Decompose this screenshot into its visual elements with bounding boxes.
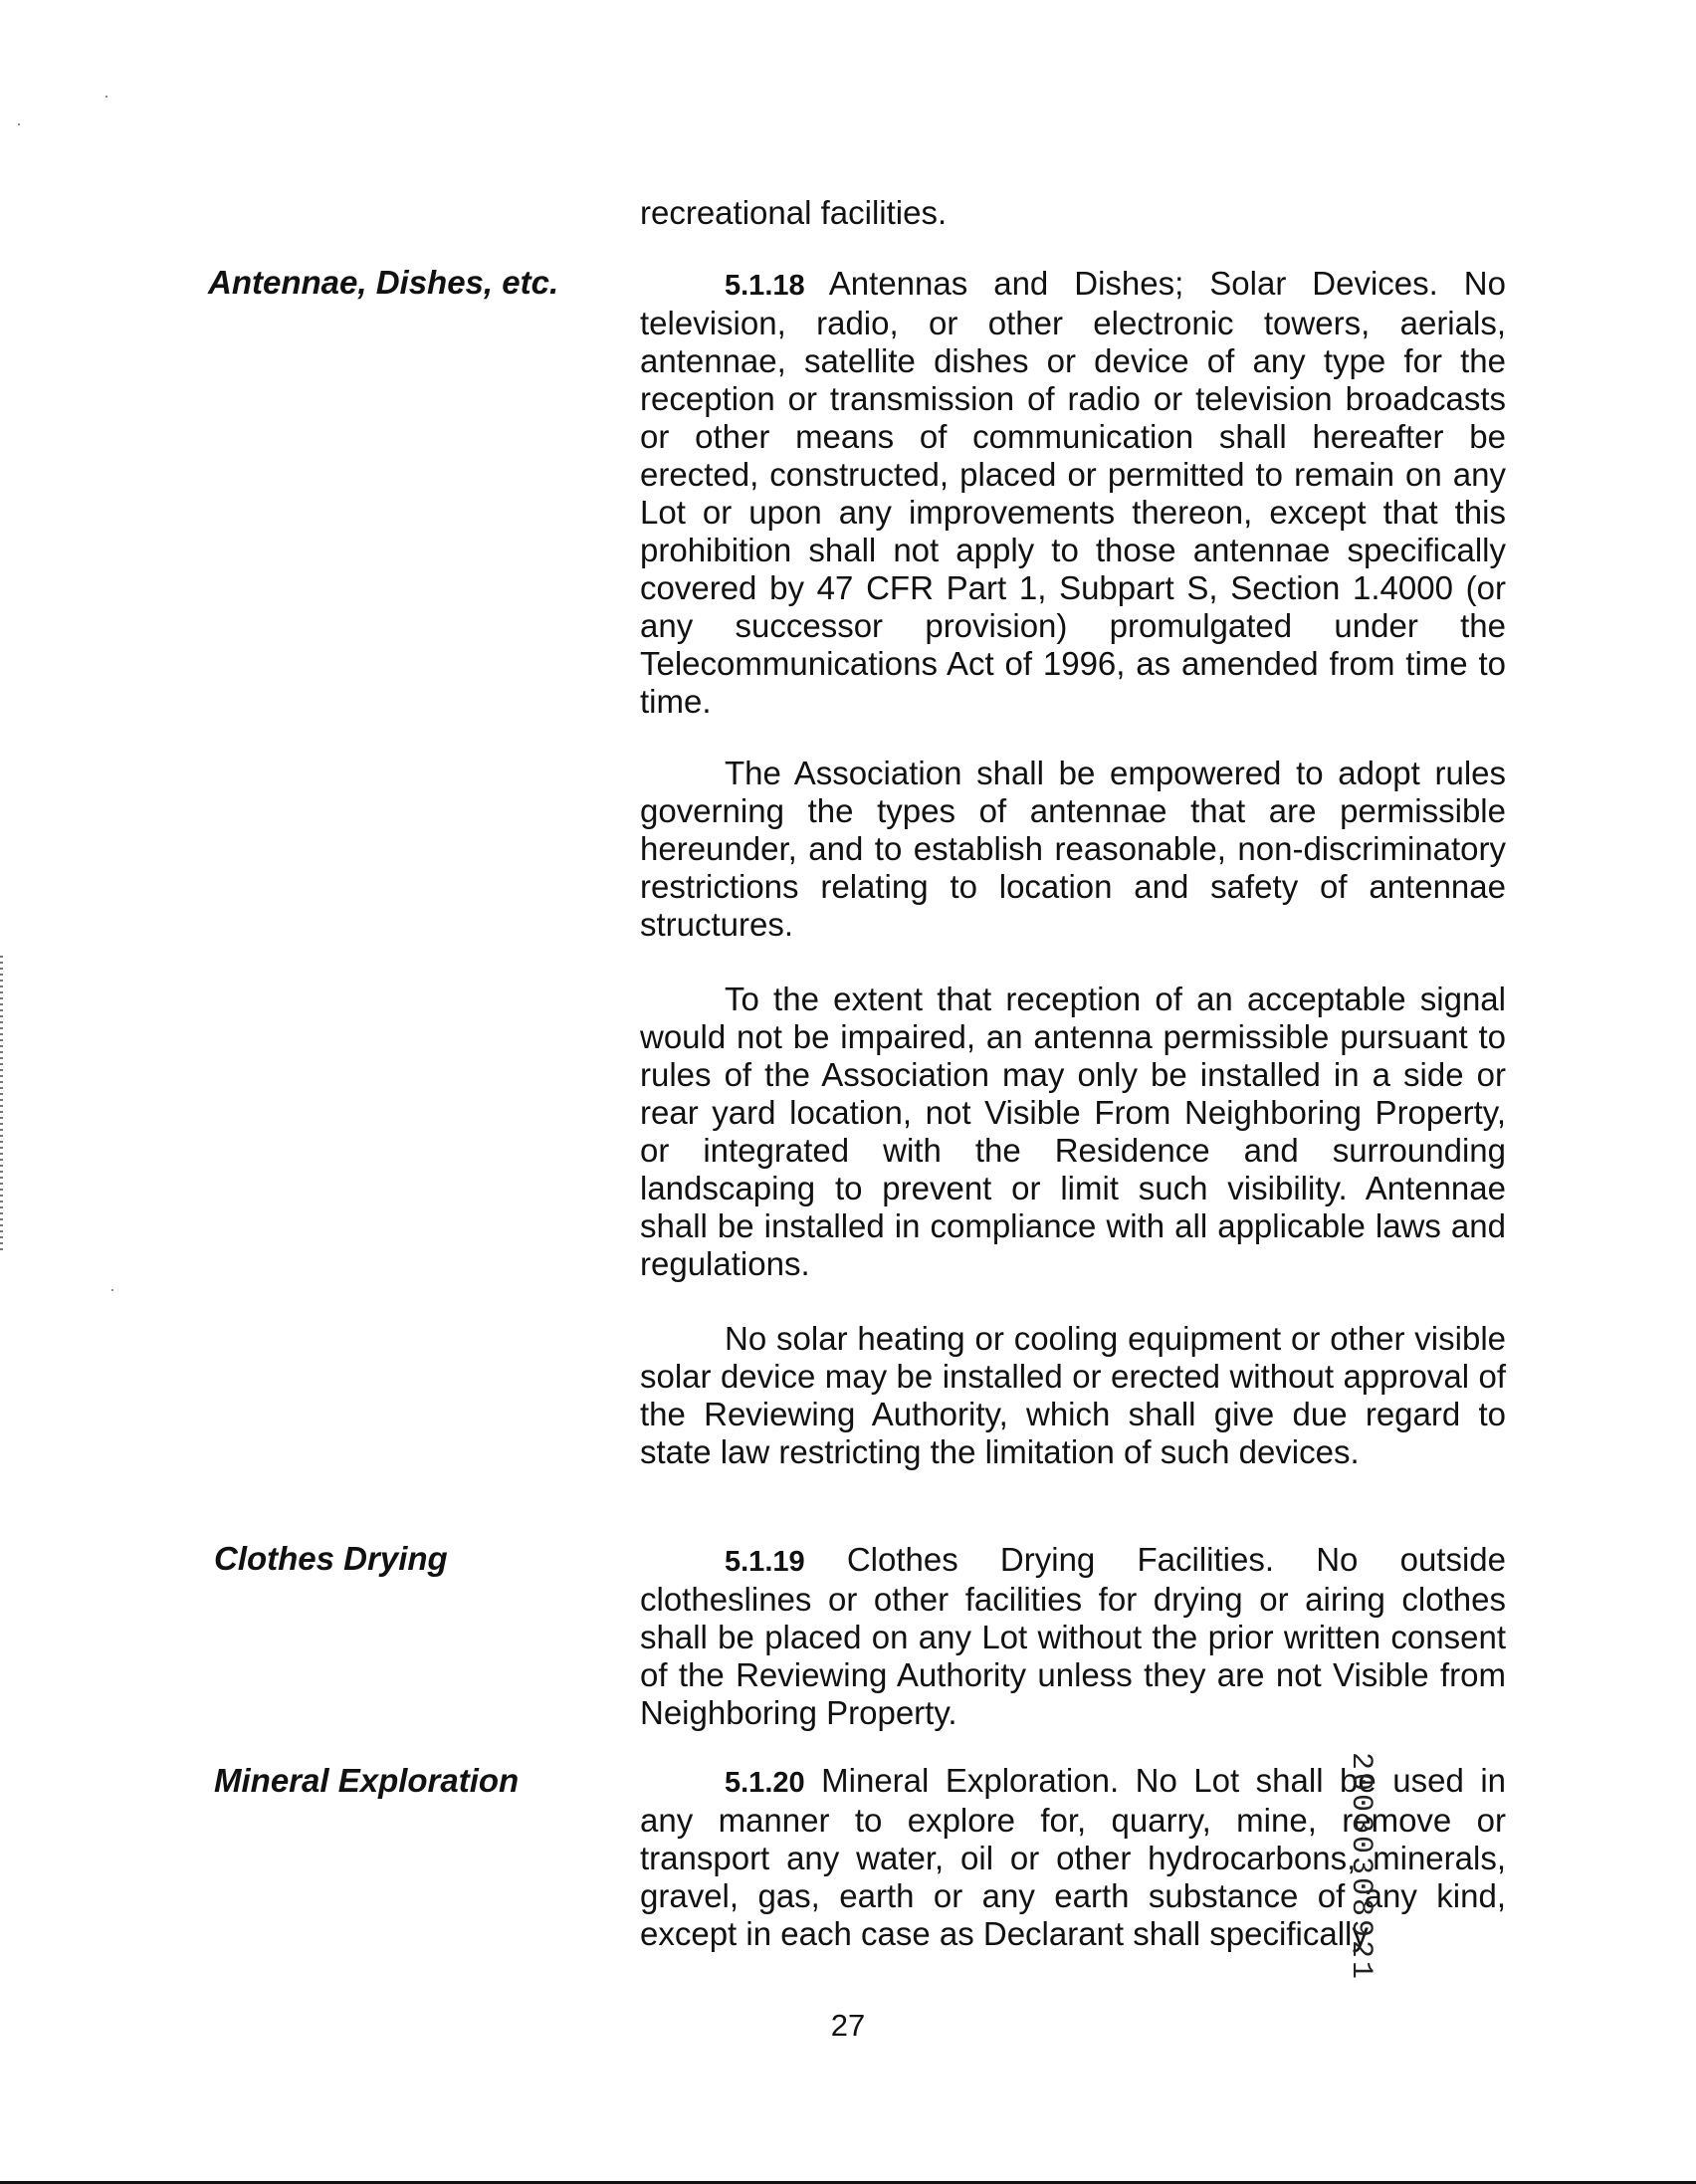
section-5-1-18-paragraph-1 [640, 265, 1506, 721]
section-5-1-18-paragraph-3: To the extent that reception of an acceptable signal would not be impaired, an antenna permissible pursuant to rules of the Association may only be installed in a side or rear yard location, not Visible From Neighboring Property, or integrated with the Residence and surrounding landscaping to prevent or limit such visibility. Antennae shall be installed in compliance with all applicable laws and regulations. [640, 981, 1506, 1282]
page-number: 27 [830, 2008, 866, 2043]
scan-edge-mark [0, 956, 3, 1254]
paragraph-text: Clothes Drying Facilities. No outside clotheslines or other facilities for drying or airing clothes shall be placed on any Lot without the prior written consent of the Reviewing Authority unless they are not Visible from Neighboring Property. [640, 1541, 1507, 1731]
lead-line: recreational facilities. [640, 194, 948, 231]
section-number: 5.1.20 [725, 1767, 805, 1799]
section-number: 5.1.19 [725, 1546, 805, 1578]
paragraph-text: Antennas and Dishes; Solar Devices. No television, radio, or other electronic towers, aerials, antennae, satellite dishes or device of any type for the reception or transmission of radio or television broadcasts or other means of communication shall hereafter be erected, constructed, placed or permitted to remain on any Lot or upon any improvements thereon, except that this prohibition shall not apply to those antennae specifically covered by 47 CFR Part 1, Subpart S, Section 1.4000 (or any successor provision) promulgated under the Telecommunications Act of 1996, as amended from time to time. [640, 265, 1506, 720]
margin-heading-mineral-exploration: Mineral Exploration [214, 1762, 520, 1799]
section-5-1-19-paragraph [640, 1541, 1506, 1732]
margin-heading-clothes-drying: Clothes Drying [214, 1540, 448, 1577]
section-number: 5.1.18 [725, 270, 805, 302]
scan-speck [18, 123, 20, 125]
margin-heading-antennae: Antennae, Dishes, etc. [208, 264, 559, 301]
section-5-1-18-paragraph-4: No solar heating or cooling equipment or other visible solar device may be installed or erected without approval of the Reviewing Authority, which shall give due regard to state law restricting the limitation of such devices. [640, 1320, 1506, 1470]
recording-stamp: 20030308921 [1344, 1752, 1378, 1983]
scan-speck [106, 96, 107, 98]
section-5-1-18-paragraph-2: The Association shall be empowered to adopt rules governing the types of antennae that are permissible hereunder, and to establish reasonable, non-discriminatory restrictions relating to location and safety of antennae structures. [640, 755, 1506, 943]
paragraph-text: Mineral Exploration. No Lot shall be used in any manner to explore for, quarry, mine, remove or transport any water, oil or other hydrocarbons, minerals, gravel, gas, earth or any earth substance of any kind, except in each case as Declarant shall specifically [640, 1762, 1507, 1952]
scan-speck [111, 1289, 113, 1291]
